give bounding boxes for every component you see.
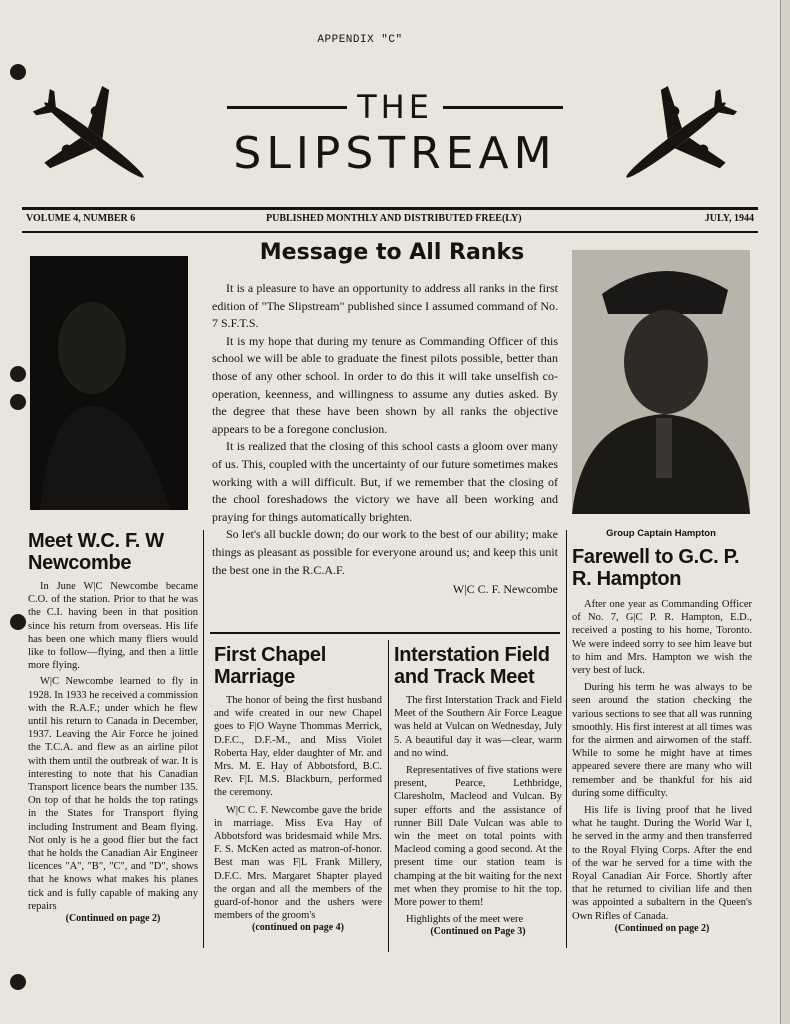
masthead-rule — [443, 106, 563, 109]
left-article-body — [28, 580, 198, 913]
paragraph: Highlights of the meet were — [406, 914, 524, 926]
right-article — [572, 546, 752, 934]
issue-date: JULY, 1944 — [704, 213, 754, 224]
right-article-body — [572, 598, 752, 923]
track-heading: Interstation Field and Track Meet — [394, 644, 550, 688]
appendix-label: APPENDIX "C" — [317, 34, 403, 46]
chapel-heading: First Chapel Marriage — [214, 644, 326, 688]
paragraph: After one year as Commanding Officer of No. 7, G|C P. R. Hampton, E.D., received a posting to his home, Toronto. We were indeed sorry to see him leave but to him and Mrs. Hampton we wish the very best of luck. — [572, 599, 752, 677]
continued-note: (Continued on page 2) — [65, 913, 161, 925]
paragraph: In June W|C Newcombe became C.O. of the station. Prior to that he was the C.I. having been in that position since his return from overseas. His life has been one which many fliers would like to follow—flying, and then a little more flying. — [28, 581, 198, 672]
masthead-the — [0, 88, 790, 126]
punch-hole — [10, 614, 26, 630]
top-rule — [22, 207, 758, 210]
publication-note: PUBLISHED MONTHLY AND DISTRIBUTED FREE(LY) — [266, 213, 522, 224]
volume-number: VOLUME 4, NUMBER 6 — [26, 213, 136, 224]
column-divider — [203, 530, 204, 948]
right-article-heading: Farewell to G.C. P. R. Hampton — [572, 546, 740, 590]
chapel-body — [214, 694, 382, 922]
punch-hole — [10, 394, 26, 410]
message-title: Message to All Ranks — [259, 240, 525, 265]
left-article-heading: Meet W.C. F. W Newcombe — [28, 530, 164, 574]
left-article — [28, 530, 198, 924]
bottom-rule — [22, 231, 758, 233]
masthead-title: SLIPSTREAM — [233, 128, 557, 179]
paragraph: Representatives of five stations were present, Pearce, Lethbridge, Claresholm, Macleod and Vulcan. By super efforts and the assistance of runner Bill Dale Vulcan was able to win the meet on total points with Macleod coming a good second. At the present time our station team is champing at the bit waiting for the next met when they promise to hit the top. More power to them! — [394, 765, 562, 909]
masthead-the-text: THE — [357, 88, 433, 126]
newcombe-photo — [30, 256, 188, 510]
paragraph: W|C Newcombe learned to fly in 1928. In 1933 he received a commission with the R.A.F.; under which he flew until his return to Canada in December, 1937. Leaving the Air Force he joined the T.C.A. and flew as an airline pilot with them until the outbreak of war. It is interesting to note that his Canadian Transport licence bears the number 135. On top of that he holds the top ratings in the States for Transport flying including Instrument and Beam flying. Not only is he a good flier but the fact that he holds the Canadian Air Engineer licences "A", "B", "C", and "D", shows that he knows what makes his planes tick and is fully capable of making any repairs — [28, 676, 198, 912]
paragraph: The honor of being the first husband and wife created in our new Chapel goes to F|O Wayne Thommas Merrick, D.F.C., D.F.-M., and Miss Violet Roberta Hay, elder daughter of Mr. and Mrs. M. E. Hay of Abbotsford, B.C. Rev. F|L M.S. Blackburn, performed the ceremony. — [214, 695, 382, 799]
masthead-rule — [227, 106, 347, 109]
track-article — [394, 644, 562, 937]
track-body — [394, 694, 562, 926]
paragraph: W|C C. F. Newcombe gave the bride in marriage. Miss Eva Hay of Abbotsford was bridesmaid while Mrs. F. S. McKen acted as matron-of-honor. Best man was F|L Frank Millery, D.F.C. Mrs. Margaret Shapter played the organ and all the members of the guard-of-honor and the ushers were members of the groom's — [214, 804, 382, 922]
continued-note: (continued on page 4) — [252, 922, 344, 934]
paragraph: It is my hope that during my tenure as Commanding Officer of this school we will be able to graduate the finest pilots possible, better than those of any other school. In order to do this it will take unselfish co-operation, keenness, and willingness to assume any duties asked. By the degree that these have been shown by all ranks the objective appears to be a foregone conclusion. — [212, 333, 558, 436]
chapel-article — [214, 644, 382, 933]
punch-hole — [10, 64, 26, 80]
info-bar — [26, 213, 754, 229]
photo-caption: Group Captain Hampton — [606, 528, 716, 539]
message-body — [212, 280, 558, 599]
paragraph: During his term he was always to be seen around the station checking the various sections to see that all was running smoothly. His first interest at all times was for the airmen and airwomen of the staff. While to some he might have at times appeared severe there are many who will remember and be thankful for his aid during some difficulty. — [572, 682, 752, 799]
column-divider — [388, 640, 389, 952]
message-signature: W|C C. F. Newcombe — [452, 582, 558, 597]
punch-hole — [10, 974, 26, 990]
paragraph: His life is living proof that he lived what he taught. During the World War I, he served in the army and then transferred to the Royal Flying Corps. After the end of the war he served for a time with the Royal Canadian Air Force. Shortly after that he returned to civilian life and then was appointed a subaltern in the Queen's Own Rifles of Canada. — [572, 805, 752, 922]
section-rule — [210, 632, 560, 634]
hampton-photo — [572, 250, 750, 514]
continued-note: (Continued on Page 3) — [430, 926, 526, 938]
punch-hole — [10, 366, 26, 382]
continued-note: (Continued on page 2) — [614, 922, 710, 934]
paragraph: So let's all buckle down; do our work to the best of our ability; make things as pleasant as possible for everyone around us; and keep this unit the best one in the R.C.A.F. — [212, 527, 558, 577]
column-divider — [566, 530, 567, 948]
paragraph: It is a pleasure to have an opportunity to address all ranks in the first edition of "The Slipstream" published since I assumed command of No. 7 S.F.T.S. — [212, 281, 558, 331]
paragraph: It is realized that the closing of this school casts a gloom over many of us. This, coupled with the uncertainty of our future sometimes makes working with a will difficult. But, if we remember that the closing of the chool foreshadows the victory we have all been working and praying for things automatically brighten. — [212, 439, 558, 524]
paragraph: The first Interstation Track and Field Meet of the Southern Air Force League was held at Vulcan on Wednesday, July 5. A beautiful day it was—clear, warm and no wind. — [394, 695, 562, 759]
